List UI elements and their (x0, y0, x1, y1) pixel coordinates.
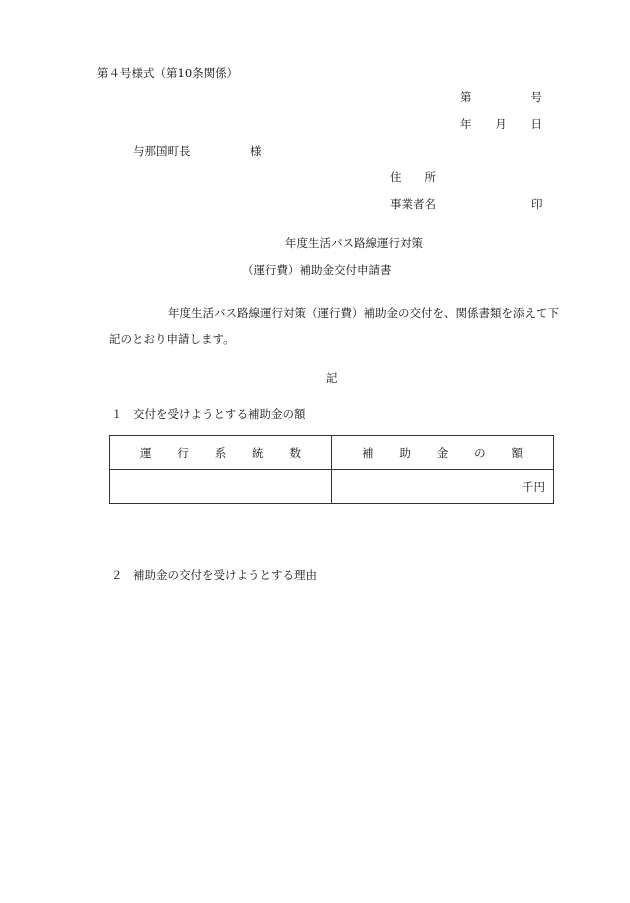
header2-char: 助 (399, 445, 411, 460)
body-line-2: 記のとおり申請します。 (109, 332, 235, 346)
document-number-prefix: 第 (460, 90, 472, 104)
header-subsidy-amount (332, 436, 554, 470)
addressee-honorific: 様 (250, 144, 262, 158)
document-number-suffix: 号 (530, 90, 542, 104)
item-1-text: 交付を受けようとする補助金の額 (133, 407, 306, 421)
item-1-number: １ (111, 407, 123, 421)
applicant-business-label: 事業者名 (390, 197, 436, 211)
subsidy-amount-table (109, 435, 554, 504)
header1-char: 系 (214, 445, 227, 460)
table-header-row (110, 436, 554, 470)
date-line (460, 119, 542, 131)
header-operating-systems (110, 436, 332, 470)
header2-char: 額 (511, 445, 523, 460)
date-day: 日 (530, 117, 542, 131)
table-row (110, 470, 554, 504)
date-year: 年 (460, 117, 472, 131)
applicant-address-label (390, 172, 436, 184)
header2-char: 金 (436, 445, 449, 460)
item-2-text: 補助金の交付を受けようとする理由 (133, 568, 317, 582)
address-label-char-2: 所 (424, 170, 436, 184)
form-number: 第４号様式（第10条関係） (97, 66, 239, 80)
addressee-name: 与那国町長 (133, 144, 191, 158)
item-2-number: ２ (111, 568, 123, 582)
operating-systems-field[interactable] (110, 470, 332, 504)
seal-mark: 印 (531, 197, 543, 211)
address-label-char-1: 住 (390, 170, 402, 184)
body-line-1: 年度生活バス路線運行対策（運行費）補助金の交付を、関係書類を添えて下 (168, 306, 559, 320)
header2-char: 補 (362, 445, 374, 460)
title-line-2: （運行費）補助金交付申請書 (242, 263, 392, 277)
document-number-line (460, 92, 542, 104)
ki-heading: 記 (326, 371, 338, 385)
date-month: 月 (495, 117, 507, 131)
header1-char: 統 (252, 445, 264, 460)
header2-char: の (474, 445, 486, 460)
subsidy-amount-field[interactable] (332, 470, 554, 504)
header1-char: 運 (140, 445, 152, 460)
header1-char: 行 (177, 445, 189, 460)
header1-char: 数 (289, 445, 301, 460)
amount-unit: 千円 (522, 479, 545, 494)
title-line-1: 年度生活バス路線運行対策 (285, 236, 423, 250)
